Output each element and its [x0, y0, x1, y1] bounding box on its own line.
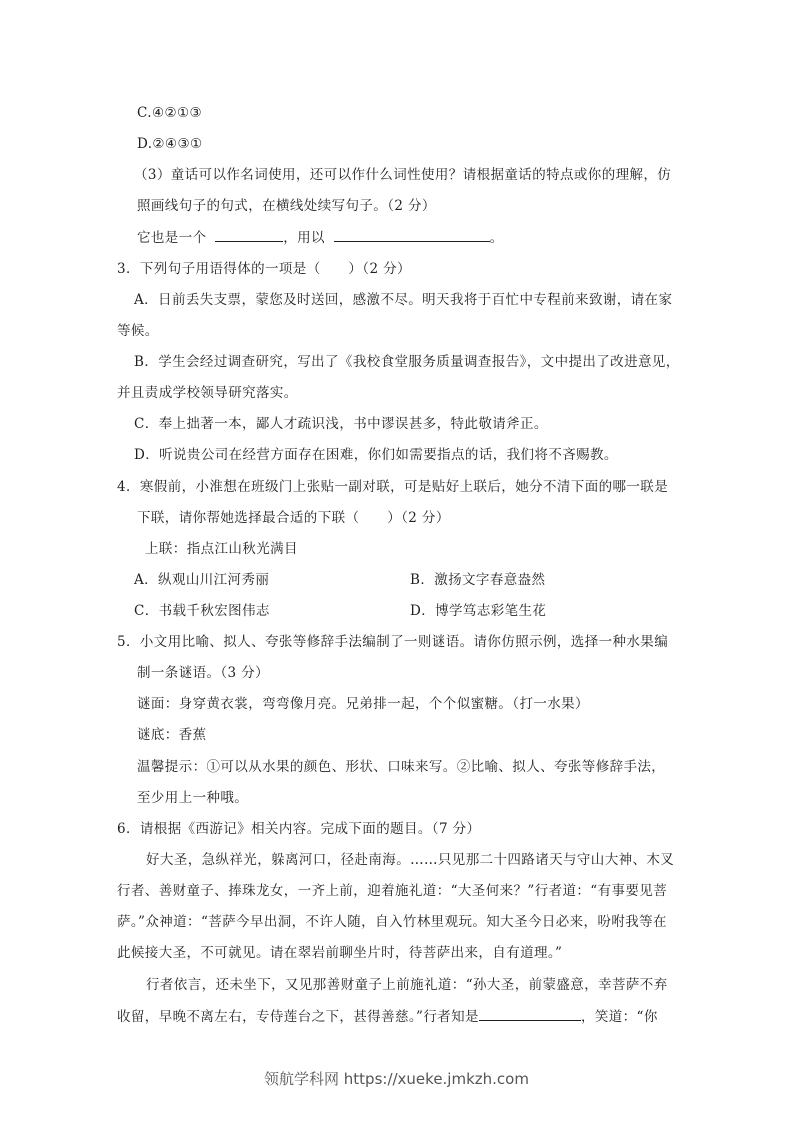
q3-stem: 3．下列句子用语得体的一项是（ ）（2 分）: [117, 261, 411, 277]
q3-option-a-line2: 等候。: [117, 323, 159, 339]
answer-blank-1[interactable]: [215, 227, 283, 242]
q6-passage1-line3: 萨。”众神道：“菩萨今早出洞，不许人随，自入竹林里观玩。知大圣今日必来，吩咐我等在: [117, 914, 667, 930]
q2-fill-sentence: [137, 227, 504, 248]
q3-option-c: C．奉上拙著一本，鄙人才疏识浅，书中谬误甚多，特此敬请斧正。: [134, 416, 548, 432]
q6-passage2-line2: [117, 1006, 658, 1027]
q3-option-a-line1: A．日前丢失支票，蒙您及时送回，感激不尽。明天我将于百忙中专程前来致谢，请在家: [134, 292, 673, 308]
fill-text-2: ，用以: [283, 230, 325, 246]
q3-option-b-line1: B．学生会经过调查研究，写出了《我校食堂服务质量调查报告》，文中提出了改进意见，: [134, 354, 680, 370]
q5-answer: 谜底：香蕉: [137, 727, 207, 743]
passage2-text-a: 收留，早晚不离左右，专侍莲台之下，甚得善慈。”行者知是: [117, 1009, 479, 1025]
watermark-footer: 领航学科网 https://xueke.jmkzh.com: [264, 1070, 529, 1088]
fill-text-1: 它也是一个: [137, 230, 207, 246]
q4-upper-couplet: 上联：指点江山秋光满目: [145, 541, 298, 557]
q5-stem-line1: 5．小文用比喻、拟人、夸张等修辞手法编制了一则谜语。请你仿照示例，选择一种水果编: [117, 634, 669, 650]
q3-option-b-line2: 并且责成学校领导研究落实。: [117, 385, 298, 401]
q2-sub3-line1: （3）童话可以作名词使用，还可以作什么词性使用？请根据童话的特点或你的理解，仿: [134, 167, 672, 183]
q5-riddle: 谜面：身穿黄衣裳，弯弯像月亮。兄弟排一起，个个似蜜糖。（打一水果）: [137, 696, 589, 712]
passage2-text-b: ，笑道：“你: [580, 1009, 658, 1025]
q6-passage1-line2: 行者、善财童子、捧珠龙女，一齐上前，迎着施礼道：“大圣何来？”行者道：“有事要见菩: [117, 883, 668, 899]
q2-option-d: D.②④③①: [137, 136, 203, 152]
q4-option-b: B．激扬文字春意盎然: [410, 572, 546, 588]
q3-option-d: D．听说贵公司在经营方面存在困难，你们如需要指点的话，我们将不吝赐教。: [134, 447, 618, 463]
q2-sub3-line2: 照画线句子的句式，在横线处续写句子。（2 分）: [137, 198, 436, 214]
q5-stem-line2: 制一条谜语。（3 分）: [137, 665, 270, 681]
q2-option-c: C.④②①③: [137, 105, 202, 121]
answer-blank-3[interactable]: [479, 1006, 581, 1021]
q5-tip-line2: 至少用上一种哦。: [137, 790, 249, 806]
q4-option-d: D．博学笃志彩笔生花: [410, 603, 547, 619]
q4-stem-line2: 下联，请你帮她选择最合适的下联（ ）（2 分）: [137, 510, 450, 526]
q4-stem-line1: 4．寒假前，小淮想在班级门上张贴一副对联，可是贴好上联后，她分不清下面的哪一联是: [117, 479, 669, 495]
q5-tip-line1: 温馨提示：①可以从水果的颜色、形状、口味来写。②比喻、拟人、夸张等修辞手法，: [137, 759, 666, 775]
answer-blank-2[interactable]: [334, 227, 490, 242]
q6-passage2-line1: 行者依言，还未坐下，又见那善财童子上前施礼道：“孙大圣，前蒙盛意，幸菩萨不弃: [146, 977, 668, 993]
q4-option-a: A．纵观山川江河秀丽: [134, 572, 270, 588]
q6-stem: 6．请根据《西游记》相关内容。完成下面的题目。（7 分）: [117, 821, 481, 837]
q6-passage1-line1: 好大圣，急纵祥光，躲离河口，径赴南海。……只见那二十四路诸天与守山大神、木叉: [146, 852, 675, 868]
q6-passage1-line4: 此候接大圣，不可就见。请在翠岩前聊坐片时，待菩萨出来，自有道理。”: [117, 945, 563, 961]
fill-text-3: 。: [489, 230, 504, 246]
q4-option-c: C．书载千秋宏图伟志: [134, 603, 270, 619]
